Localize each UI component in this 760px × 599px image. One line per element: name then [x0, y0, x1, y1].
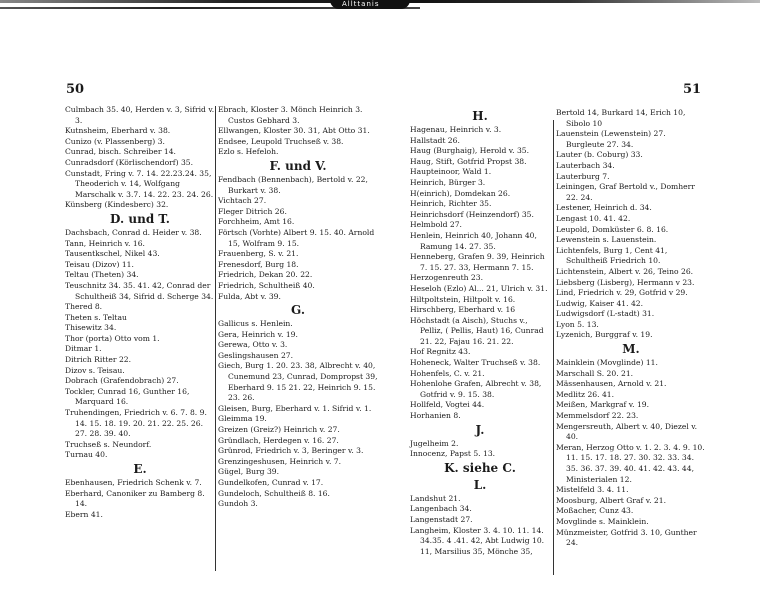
index-entry: Lestener, Heinrich d. 34.: [556, 203, 652, 213]
index-entry: Tockler, Cunrad 16, Gunther 16, Marquard 16.: [65, 386, 190, 407]
section-letter-heading: H.: [472, 109, 488, 123]
index-entry: Hallstadt 26.: [410, 135, 460, 145]
index-entry: Lyzenich, Burggraf v. 19.: [556, 330, 653, 340]
index-entry: Ludwigsdorf (L-stadt) 31.: [556, 309, 655, 319]
section-letter-heading: E.: [133, 462, 147, 476]
left-page-column-1: [65, 105, 215, 520]
index-entry: Ellwangen, Kloster 30. 31, Abt Otto 31.: [218, 126, 370, 136]
index-entry: Gründlach, Herdegen v. 16. 27.: [218, 435, 339, 445]
index-entry: Leiningen, Graf Bertold v., Domherr 22. 24.: [556, 182, 695, 202]
index-entry: Fulda, Abt v. 39.: [218, 291, 281, 301]
index-entry: Thisewitz 34.: [65, 323, 117, 333]
scan-banner: Allttanis: [330, 0, 410, 9]
index-entry: Lyon 5. 13.: [556, 319, 599, 329]
index-entry: Münzmeister, Gotfrid 3. 10, Gunther 24.: [556, 527, 697, 548]
index-entry: Grenzingeshusen, Heinrich v. 7.: [218, 456, 342, 466]
index-entry: Fleger Ditrich 26.: [218, 206, 287, 216]
index-entry: Bertold 14, Burkard 14, Erich 10, Sibolo 10: [556, 108, 686, 128]
column-divider: [215, 106, 216, 571]
section-letter-heading: K. siehe C.: [444, 460, 516, 475]
index-entry: Hirschberg, Eberhard v. 16: [410, 305, 516, 315]
index-entry: Mässenhausen, Arnold v. 21.: [556, 379, 667, 389]
index-entry: Forchheim, Amt 16.: [218, 217, 295, 227]
index-entry: Thered 8.: [65, 302, 103, 312]
right-page-column-1: [410, 108, 550, 557]
index-entry: Greizen (Greiz?) Heinrich v. 27.: [218, 425, 340, 435]
index-entry: Lind, Friedrich v. 29, Gotfrid v 29.: [556, 288, 688, 298]
index-entry: Frenesdorf, Burg 18.: [218, 259, 299, 269]
index-entry: Dachsbach, Conrad d. Heider v. 38.: [65, 227, 202, 237]
index-entry: Cunradsdorf (Körlischendorf) 35.: [65, 157, 194, 167]
index-entry: Mistelfeld 3. 4. 11.: [556, 485, 629, 495]
index-entry: Lengast 10. 41. 42.: [556, 213, 631, 223]
left-page-column-2: [218, 105, 378, 510]
index-entry: Lichtenfels, Burg 1, Cent 41, Schultheiß Friedrich 10.: [556, 245, 668, 266]
index-entry: Memmelsdorf 22. 23.: [556, 411, 639, 421]
index-entry: Vichtach 27.: [218, 196, 267, 206]
index-entry: Ditmar 1.: [65, 344, 102, 354]
index-entry: Hohenlohe Grafen, Albrecht v. 38, Gotfrid v. 9. 15. 38.: [410, 379, 542, 399]
index-entry: Cunrad, bisch. Schreiber 14.: [65, 147, 176, 157]
index-entry: Grünrod, Friedrich v. 3, Beringer v. 3.: [218, 446, 364, 456]
index-entry: Gerewa, Otto v. 3.: [218, 340, 288, 350]
index-entry: Moßacher, Cunz 43.: [556, 506, 634, 516]
index-entry: Geslingshausen 27.: [218, 350, 294, 360]
index-entry: Langenbach 34.: [410, 504, 472, 514]
index-entry: Ezlo s. Hefeloh.: [218, 147, 279, 157]
index-entry: Tausentkschel, Nikel 43.: [65, 249, 160, 259]
page-number-left: 50: [66, 82, 85, 97]
index-entry: Herzogenreuth 23.: [410, 273, 484, 283]
section-letter-heading: F. und V.: [269, 158, 327, 173]
section-letter-heading: L.: [473, 477, 487, 492]
index-entry: Heseloh (Ezlo) Al... 21, Ulrich v. 31.: [410, 283, 548, 293]
index-entry: Friedrich, Schultheiß 40.: [218, 280, 315, 290]
index-entry: Truhendingen, Friedrich v. 6. 7. 8. 9. 14. 15. 18. 19. 20. 21. 22. 25. 26. 27. 28. 39. 40.: [65, 408, 207, 439]
index-entry: Frauenberg, S. v. 21.: [218, 249, 299, 259]
index-entry: Ebenhausen, Friedrich Schenk v. 7.: [65, 478, 202, 487]
index-entry: Kutnsheim, Eberhard v. 38.: [65, 126, 171, 136]
index-entry: Lauenstein (Lewenstein) 27. Burgleute 27. 34.: [556, 129, 666, 149]
index-entry: Hagenau, Heinrich v. 3.: [410, 125, 502, 134]
index-entry: Langenstadt 27.: [410, 515, 473, 524]
index-entry: Truchseß s. Neundorf.: [65, 439, 152, 449]
index-entry: Teuschnitz 34. 35. 41. 42, Conrad der Schultheiß 34, Sifrid d. Scherge 34.: [65, 280, 214, 301]
index-entry: Haug, Stift, Gotfrid Propst 38.: [410, 156, 527, 166]
index-entry: Lauter (b. Coburg) 33.: [556, 150, 643, 160]
index-entry: Gera, Heinrich v. 19.: [218, 329, 298, 339]
page-number-right: 51: [683, 82, 702, 97]
index-entry: Marschall S. 20. 21.: [556, 368, 634, 378]
index-entry: Giech, Burg 1. 20. 23. 38, Albrecht v. 40, Cunemund 23, Cunrad, Dompropst 39, Eberhard 9. 15 21. 22, Heinrich 9. 15. 23. 26.: [218, 361, 378, 403]
index-entry: Lauterbach 34.: [556, 160, 615, 170]
index-entry: Cunstadt, Fring v. 7. 14. 22.23.24. 35, Theoderich v. 14, Wolfgang Marschalk v. 3.7. 14. 22. 23. 24. 26.: [65, 168, 214, 199]
index-entry: Hohenfels, C. v. 21.: [410, 368, 485, 378]
index-entry: Theten s. Teltau: [65, 312, 127, 322]
index-entry: Heinrichsdorf (Heinzendorf) 35.: [410, 209, 534, 219]
index-entry: Eberhard, Canoniker zu Bamberg 8. 14.: [65, 488, 205, 509]
index-entry: Künsberg (Kindesberc) 32.: [65, 200, 169, 210]
index-entry: Mainklein (Movglinde) 11.: [556, 358, 658, 368]
index-entry: Ditrich Ritter 22.: [65, 355, 132, 365]
index-entry: Hollfeld, Vogtei 44.: [410, 400, 485, 410]
index-entry: Gleimma 19.: [218, 414, 267, 424]
index-entry: Landshut 21.: [410, 493, 461, 503]
index-entry: Ebrach, Kloster 3. Mönch Heinrich 3. Custos Gebhard 3.: [218, 105, 363, 125]
index-entry: Dobrach (Grafendobrach) 27.: [65, 376, 179, 386]
section-letter-heading: M.: [622, 342, 640, 357]
index-entry: Haupteinoor, Wald 1.: [410, 167, 492, 177]
index-entry: Cunizo (v. Plassenberg) 3.: [65, 136, 165, 146]
index-entry: Liebsberg (Lisberg), Hermann v 23.: [556, 277, 695, 287]
index-entry: Mengersreuth, Albert v. 40, Diezel v. 40.: [556, 421, 698, 442]
index-entry: Haug (Burghaig), Herold v. 35.: [410, 146, 530, 156]
section-letter-heading: J.: [475, 422, 485, 437]
index-entry: Gallicus s. Henlein.: [218, 319, 293, 329]
index-entry: Leupold, Domküster 6. 8. 16.: [556, 224, 669, 234]
index-entry: Lewenstein s. Lauenstein.: [556, 235, 657, 245]
index-entry: Dizov s. Teisau.: [65, 365, 125, 375]
index-entry: Henneberg, Grafen 9. 39, Heinrich 7. 15. 27. 33, Hermann 7. 15.: [410, 252, 545, 272]
index-entry: Teltau (Theten) 34.: [65, 270, 139, 280]
index-entry: Lichtenstein, Albert v. 26, Teino 26.: [556, 266, 694, 276]
index-entry: Förtsch (Vorhte) Albert 9. 15. 40. Arnold 15, Wolfram 9. 15.: [218, 227, 375, 248]
scan-top-edge: [0, 0, 760, 10]
section-letter-heading: D. und T.: [110, 211, 170, 226]
index-entry: Teisau (Dizov) 11.: [65, 259, 134, 269]
index-entry: Heinrich, Richter 35.: [410, 199, 492, 209]
index-entry: Moosburg, Albert Graf v. 21.: [556, 495, 666, 505]
section-letter-heading: G.: [291, 303, 305, 318]
index-entry: Ebern 41.: [65, 509, 103, 519]
index-entry: Medlitz 26. 41.: [556, 389, 615, 399]
index-entry: Hof Regnitz 43.: [410, 347, 471, 357]
index-entry: Turnau 40.: [65, 450, 108, 460]
index-entry: Movglinde s. Mainklein.: [556, 516, 649, 526]
index-entry: Meißen, Markgraf v. 19.: [556, 400, 650, 410]
index-entry: Friedrich, Dekan 20. 22.: [218, 270, 313, 280]
index-entry: Thor (porta) Otto vom 1.: [65, 333, 160, 343]
index-entry: Hoheneck, Walter Truchseß v. 38.: [410, 358, 541, 368]
index-entry: H(einrich), Domdekan 26.: [410, 188, 511, 198]
index-entry: Henlein, Heinrich 40, Johann 40, Ramung 14. 27. 35.: [410, 230, 537, 251]
index-entry: Culmbach 35. 40, Herden v. 3, Sifrid v. 3.: [65, 105, 215, 125]
index-entry: Gleisen, Burg, Eberhard v. 1. Sifrid v. 1.: [218, 403, 372, 413]
column-divider: [553, 120, 554, 575]
index-entry: Gundoh 3.: [218, 499, 258, 509]
index-entry: Hiltpoltstein, Hiltpolt v. 16.: [410, 294, 516, 304]
index-entry: Jugelheim 2.: [410, 438, 459, 448]
index-entry: Helmbold 27.: [410, 220, 462, 230]
index-entry: Gundelkofen, Cunrad v. 17.: [218, 478, 324, 487]
index-entry: Horhanien 8.: [410, 411, 461, 421]
index-entry: Tann, Heinrich v. 16.: [65, 238, 145, 248]
index-entry: Ludwig, Kaiser 41. 42.: [556, 298, 644, 308]
index-entry: Endsee, Leupold Truchseß v. 38.: [218, 136, 344, 146]
index-entry: Heinrich, Bürger 3.: [410, 177, 486, 187]
index-entry: Langheim, Kloster 3. 4. 10. 11. 14. 34.35. 4 .41. 42, Abt Ludwig 10. 11, Marsilius 35, Mönche 35,: [410, 525, 545, 556]
index-entry: Gundeloch, Schultheiß 8. 16.: [218, 488, 330, 498]
index-entry: Höchstadt (a Aisch), Stuchs v., Pelliz, ( Pellis, Haut) 16, Cunrad 21. 22, Fajau 16. 21. 22.: [410, 315, 544, 346]
index-entry: Innocenz, Papst 5. 13.: [410, 449, 496, 459]
index-entry: Fendbach (Bennenbach), Bertold v. 22, Burkart v. 38.: [218, 174, 368, 195]
index-entry: Meran, Herzog Otto v. 1. 2. 3. 4. 9. 10. 11. 15. 17. 18. 27. 30. 32. 33. 34. 35. 36. 37. 39. 40. 41. 42. 43. 44, Ministerialen 12.: [556, 442, 705, 484]
index-entry: Lauterburg 7.: [556, 171, 610, 181]
index-entry: Gügel, Burg 39.: [218, 467, 280, 477]
right-page-column-2: [556, 108, 706, 549]
